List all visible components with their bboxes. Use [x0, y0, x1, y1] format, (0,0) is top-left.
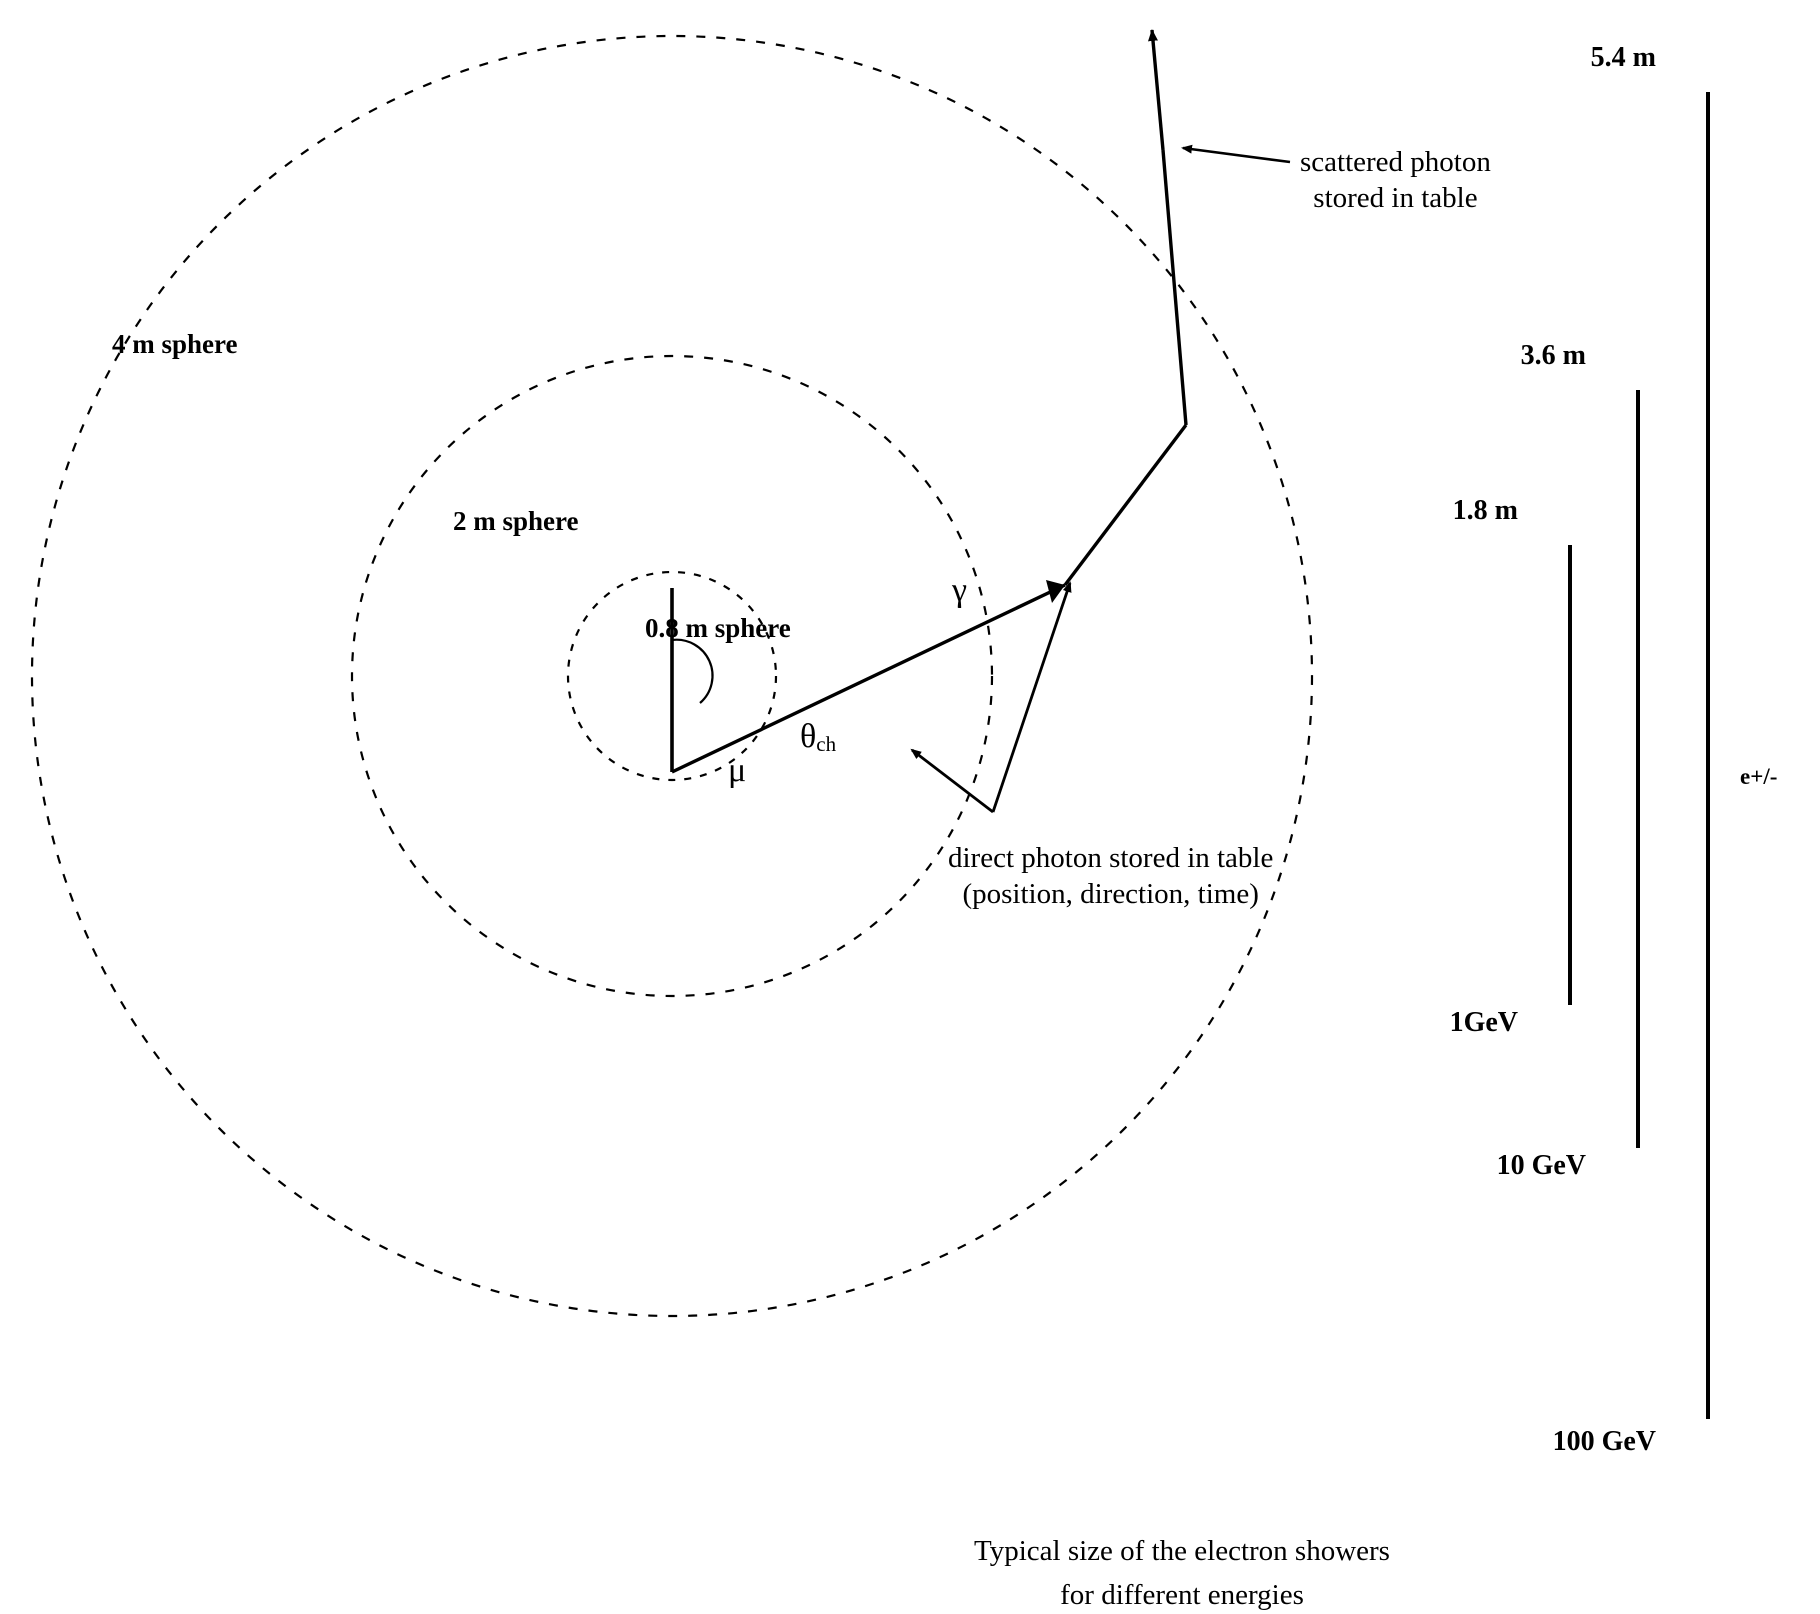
annotation-direct-photon-line-2: (position, direction, time)	[962, 878, 1259, 911]
scale-top-label-5-4m: 5.4 m	[1590, 42, 1656, 73]
cherenkov-angle-theta: θ	[800, 718, 817, 755]
cherenkov-angle-arc	[672, 640, 713, 703]
photon-symbol-label: γ	[952, 572, 968, 609]
cherenkov-angle-label	[800, 716, 836, 759]
scattered-photon-segment-3	[1152, 30, 1163, 150]
figure-caption-line-2: for different energies	[1060, 1578, 1304, 1611]
annotation-scattered-photon-line-2: stored in table	[1313, 182, 1478, 215]
cherenkov-angle-subscript: ch	[816, 732, 837, 757]
direct-photon-leader-right	[993, 583, 1070, 812]
scale-bottom-label-10gev: 10 GeV	[1496, 1150, 1586, 1181]
scale-top-label-3-6m: 3.6 m	[1520, 340, 1586, 371]
muon-symbol-label: μ	[728, 752, 747, 789]
figure-caption-line-1: Typical size of the electron showers	[974, 1535, 1390, 1567]
scattered-photon-leader	[1183, 148, 1290, 162]
annotation-direct-photon	[948, 840, 1273, 913]
scale-group-label-electron: e+/-	[1740, 764, 1778, 789]
scale-bottom-label-100gev: 100 GeV	[1552, 1426, 1656, 1457]
annotation-scattered-photon	[1300, 144, 1491, 217]
scale-top-label-1-8m: 1.8 m	[1452, 495, 1518, 526]
scale-bottom-label-1gev: 1GeV	[1449, 1007, 1518, 1038]
annotation-direct-photon-line-1: direct photon stored in table	[948, 842, 1274, 874]
scattered-photon-segment-2	[1163, 150, 1186, 425]
sphere-label-08m: 0.8 m sphere	[645, 613, 791, 643]
sphere-label-2m: 2 m sphere	[453, 506, 579, 536]
annotation-scattered-photon-line-1: scattered photon	[1300, 146, 1491, 178]
figure-caption	[974, 1530, 1390, 1614]
sphere-label-4m: 4 m sphere	[112, 329, 238, 359]
scattered-photon-segment-1	[1065, 425, 1186, 585]
